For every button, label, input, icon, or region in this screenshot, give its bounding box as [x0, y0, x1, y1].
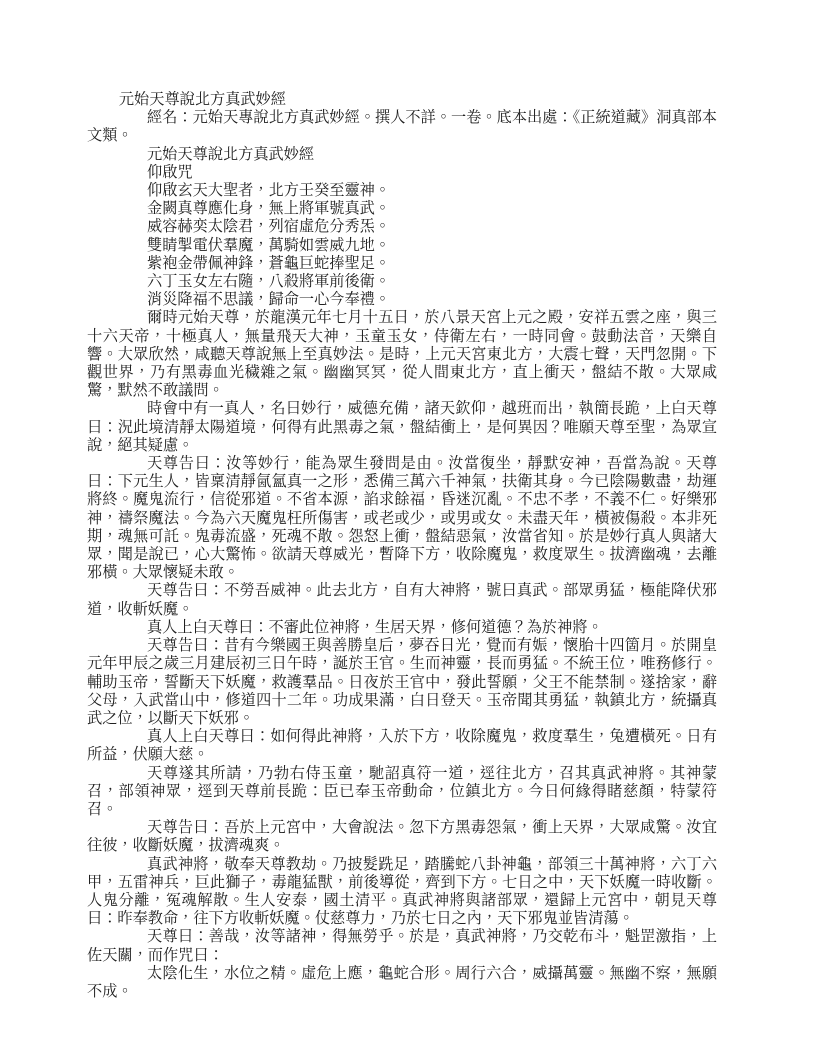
document-title: 元始天尊說北方真武妙經: [118, 90, 286, 108]
invocation-verse-list: [87, 181, 717, 308]
verse-line: 仰啟玄天大聖者，北方壬癸至靈神。: [147, 181, 391, 200]
scripture-paragraph: 天尊遂其所請，乃勃右侍玉童，馳詔真符一道，逕往北方，召其真武神將。其神蒙召，部領神眾，逕到天尊前長跪：臣已奉玉帝動命，位鎮北方。今日何緣得睹慈顏，特蒙符召。: [87, 763, 717, 818]
invocation-heading: 仰啟咒: [147, 162, 193, 181]
scripture-paragraph: 真武神將，敬奉天尊教劫。乃披髮跣足，踏騰蛇八卦神龜，部領三十萬神將，六丁六甲，五雷神兵，巨此獅子，毒龍猛獸，前後導從，齊到下方。七日之中，天下妖魔一時收斷。人鬼分離，冤魂解散。生人安泰，國土清平。真武神將與諸部眾，還歸上元宮中，朝見天尊曰：昨奉教命，往下方收斬妖魔。仗慈尊力，乃於七日之內，天下邪鬼並皆清蕩。: [87, 854, 717, 928]
scripture-paragraph: 太陰化生，水位之精。虛危上應，龜蛇合形。周行六合，威攝萬靈。無幽不察，無願不成。: [87, 963, 717, 1000]
scripture-paragraph: 天尊告曰：吾於上元宮中，大會說法。忽下方黑毒怨氣，衝上天界，大眾咸驚。汝宜往彼，收斷妖魔，拔濟魂爽。: [87, 818, 717, 855]
scripture-paragraphs: [87, 308, 717, 1000]
scripture-paragraph: 天尊告曰：不勞吾威神。此去北方，自有大神將，號曰真武。部眾勇猛，極能降伏邪道，收斬妖魔。: [87, 581, 717, 618]
verse-line: 金闕真尊應化身，無上將軍號真武。: [147, 199, 391, 218]
inner-title: 元始天尊說北方真武妙經: [147, 144, 315, 163]
verse-line: 消災降福不思議，歸命一心今奉禮。: [147, 290, 391, 309]
scripture-paragraph: 天尊告曰：汝等妙行，能為眾生發問是由。汝當復坐，靜默安神，吾當為說。天尊曰：下元生人，皆稟清靜氤氳真一之形，悉備三萬六千神氣，扶衛其身。今已陰陽數盡，劫運將終。魔鬼流行，信從邪道。不省本源，諂求餘福，昏迷沉亂。不忠不孝，不義不仁。好樂邪神，禱祭魔法。今為六天魔鬼枉所傷害，或老或少，或男或女。未盡天年，橫被傷殺。本非死期，魂無可託。鬼毒流盛，死魂不散。怨怒上衝，盤結惡氣，汝當省知。於是妙行真人與諸大眾，聞是說已，心大驚怖。欲請天尊威光，暫降下方，收除魔鬼，救度眾生。拔濟幽魂，去離邪橫。大眾懷疑未敢。: [87, 454, 717, 582]
scripture-paragraph: 真人上白天尊曰：如何得此神將，入於下方，收除魔鬼，救度羣生，兔遭橫死。日有所益，伏願大慈。: [87, 727, 717, 764]
verse-line: 雙睛掣電伏羣魔，萬騎如雲威九地。: [147, 235, 391, 254]
verse-line: 六丁玉女左右隨，八殺將軍前後衛。: [147, 272, 391, 291]
scripture-paragraph: 真人上白天尊曰：不審此位神將，生居天界，修何道德？為於神將。: [147, 617, 603, 636]
scripture-paragraph: 時會中有一真人，名曰妙行，威德充備，諸天欽仰，越班而出，執簡長跪，上白天尊曰：況此境清靜太陽道境，何得有此黑毒之氣，盤結衝上，是何異因？唯願天尊至聖，為眾宣說，絕其疑慮。: [87, 399, 717, 454]
scripture-paragraph: 爾時元始天尊，於龍漢元年七月十五日，於八景天宮上元之殿，安祥五雲之座，與三十六天帝，十極真人，無量飛天大神，玉童玉女，侍衛左右，一時同會。鼓動法音，天樂自響。大眾欣然，咸聽天尊說無上至真妙法。是時，上元天宮東北方，大震七聲，天門忽開。下觀世界，乃有黑毒血光穢雜之氣。幽幽冥冥，從人間東北方，直上衝天，盤結不散。大眾咸驚，默然不敢議問。: [87, 308, 717, 400]
colophon-line: 經名：元始天專說北方真武妙經。撰人不詳。一卷。底本出處：《正統道藏》洞真部本文類。: [87, 108, 717, 145]
verse-line: 紫袍金帶佩神鋒，蒼龜巨蛇捧聖足。: [147, 253, 391, 272]
scripture-text-block: [87, 90, 717, 1000]
verse-line: 威容赫奕太陰君，列宿虛危分秀炁。: [147, 217, 391, 236]
scripture-paragraph: 天尊告曰：昔有今樂國王與善勝皇后，夢吞日光，覺而有娠，懷胎十四箇月。於開皇元年甲辰之歲三月建辰初三日午時，誕於王官。生而神靈，長而勇猛。不統王位，唯務修行。輔助玉帝，誓斷天下妖魔，救護羣品。日夜於王官中，發此誓願，父王不能禁制。遂捨家，辭父母，入武當山中，修道四十二年。功成果滿，白日登天。玉帝聞其勇猛，執鎮北方，統攝真武之位，以斷天下妖邪。: [87, 636, 717, 727]
scripture-paragraph: 天尊曰：善哉，汝等諸神，得無勞乎。於是，真武神將，乃交乾布斗，魁罡激指，上佐天關，而作咒曰：: [87, 927, 717, 964]
